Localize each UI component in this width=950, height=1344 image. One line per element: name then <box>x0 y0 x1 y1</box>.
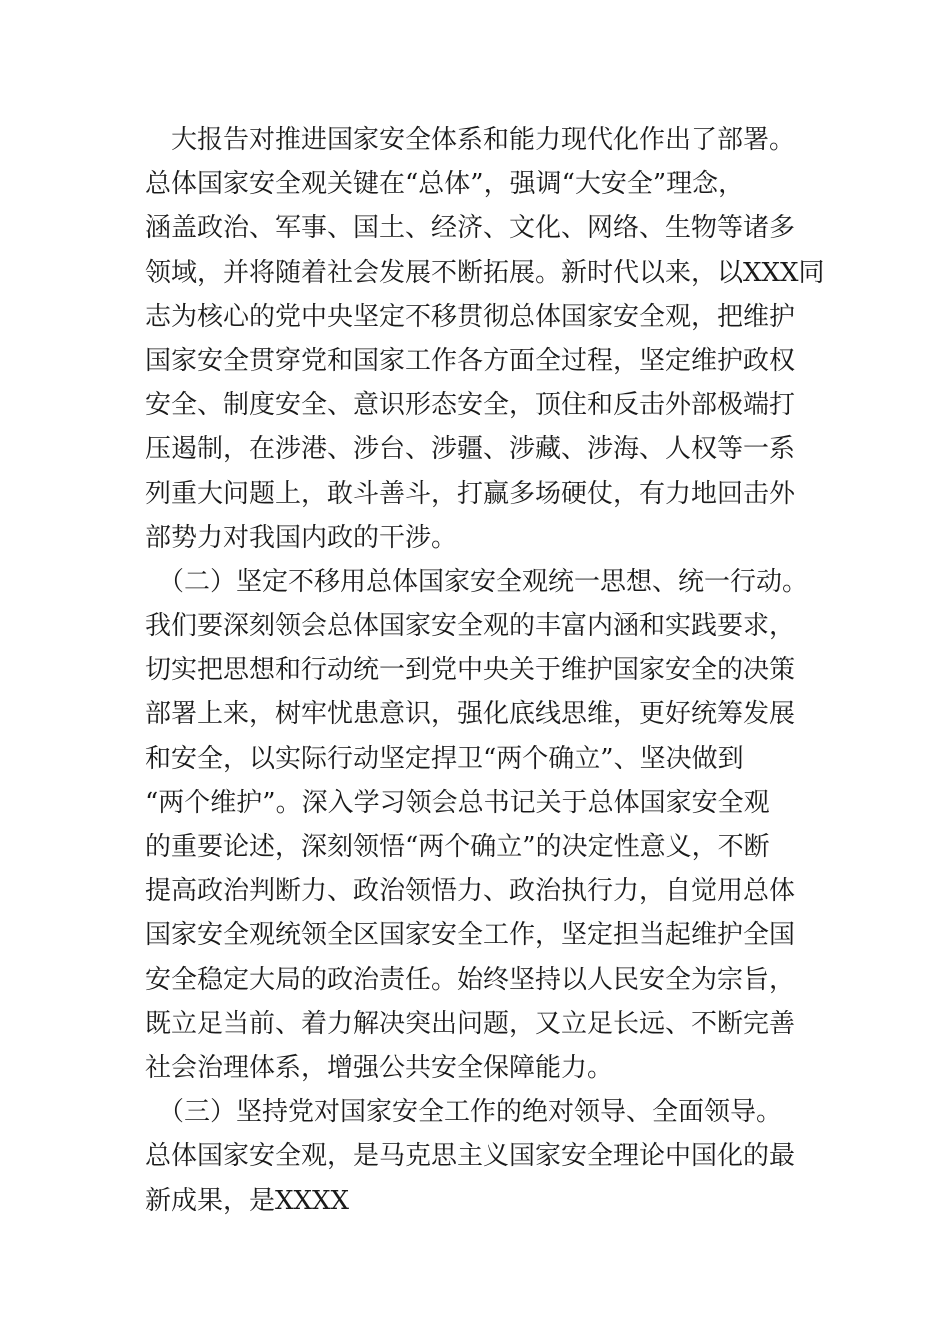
section-heading-3: （三）坚持党对国家安全工作的绝对领导、全面领导。 <box>145 1097 783 1128</box>
text-line: 和安全，以实际行动坚定捍卫“两个确立”、坚决做到 <box>145 743 744 774</box>
text-line: 领域，并将随着社会发展不断拓展。新时代以来，以XXX同 <box>145 257 825 288</box>
text-line: 总体国家安全观关键在“总体”，强调“大安全”理念， <box>145 169 745 200</box>
text-line: 压遏制，在涉港、涉台、涉疆、涉藏、涉海、人权等一系 <box>145 434 796 465</box>
text-line: 涵盖政治、军事、国土、经济、文化、网络、生物等诸多 <box>145 213 796 244</box>
section-heading-2: （二）坚定不移用总体国家安全观统一思想、统一行动。 <box>145 566 809 597</box>
document-body <box>145 118 825 1223</box>
text-line: 既立足当前、着力解决突出问题，又立足长远、不断完善 <box>145 1008 796 1039</box>
text-line: 大报告对推进国家安全体系和能力现代化作出了部署。 <box>145 125 796 155</box>
text-line: 我们要深刻领会总体国家安全观的丰富内涵和实践要求， <box>145 611 796 642</box>
text-line: 的重要论述，深刻领悟“两个确立”的决定性意义，不断 <box>145 832 770 862</box>
text-line: 国家安全观统领全区国家安全工作，坚定担当起维护全国 <box>145 920 796 951</box>
text-line: 总体国家安全观，是马克思主义国家安全理论中国化的最 <box>145 1141 796 1172</box>
text-line: 新成果，是XXXX <box>145 1185 350 1216</box>
text-line: 安全、制度安全、意识形态安全，顶住和反击外部极端打 <box>145 390 796 421</box>
text-line: 国家安全贯穿党和国家工作各方面全过程，坚定维护政权 <box>145 345 796 376</box>
text-line: “两个维护”。深入学习领会总书记关于总体国家安全观 <box>145 787 770 818</box>
text-line: 安全稳定大局的政治责任。始终坚持以人民安全为宗旨， <box>145 964 796 995</box>
text-line: 提高政治判断力、政治领悟力、政治执行力，自觉用总体 <box>145 876 796 907</box>
text-line: 切实把思想和行动统一到党中央关于维护国家安全的决策 <box>145 655 796 686</box>
text-line: 部署上来，树牢忧患意识，强化底线思维，更好统筹发展 <box>145 699 796 730</box>
text-line: 部势力对我国内政的干涉。 <box>145 522 458 553</box>
text-line: 社会治理体系，增强公共安全保障能力。 <box>145 1052 614 1083</box>
text-line: 列重大问题上，敢斗善斗，打赢多场硬仗，有力地回击外 <box>145 478 796 509</box>
text-line: 志为核心的党中央坚定不移贯彻总体国家安全观，把维护 <box>145 301 796 332</box>
